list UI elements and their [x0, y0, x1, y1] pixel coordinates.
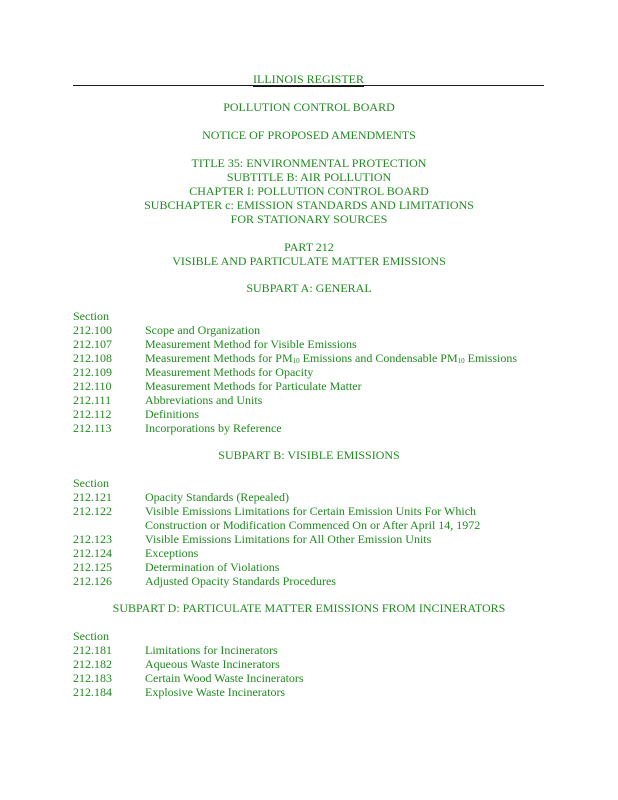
section-title: Aqueous Waste Incinerators — [145, 657, 280, 671]
section-number: 212.126 — [73, 574, 112, 588]
section-row — [73, 532, 573, 546]
section-number: 212.183 — [73, 671, 112, 685]
section-row — [73, 365, 573, 379]
section-row — [73, 504, 573, 518]
section-title: Definitions — [145, 407, 199, 421]
section-row — [73, 560, 573, 574]
subtitle-line: SUBTITLE B: AIR POLLUTION — [226, 170, 392, 184]
section-row — [73, 657, 573, 671]
section-number: 212.110 — [73, 379, 112, 393]
section-title: Abbreviations and Units — [145, 393, 263, 407]
section-title: Opacity Standards (Repealed) — [145, 490, 289, 504]
section-row — [73, 546, 573, 560]
part-number: PART 212 — [284, 240, 334, 254]
section-row — [73, 351, 573, 365]
part-name: VISIBLE AND PARTICULATE MATTER EMISSIONS — [172, 254, 446, 268]
section-row-continued — [73, 518, 573, 532]
section-row — [73, 323, 573, 337]
board-title: POLLUTION CONTROL BOARD — [223, 100, 395, 114]
section-title: Measurement Methods for Particulate Matter — [145, 379, 362, 393]
section-number: 212.182 — [73, 657, 112, 671]
subchapter-line: SUBCHAPTER c: EMISSION STANDARDS AND LIMITATIONS — [144, 198, 474, 212]
section-row — [73, 643, 573, 657]
section-title: Limitations for Incinerators — [145, 643, 278, 657]
section-title: Explosive Waste Incinerators — [145, 685, 286, 699]
section-number: 212.122 — [73, 504, 112, 518]
section-row — [73, 407, 573, 421]
section-row — [73, 490, 573, 504]
subpart-a-heading: SUBPART A: GENERAL — [246, 281, 372, 295]
section-title: Adjusted Opacity Standards Procedures — [145, 574, 336, 588]
section-row — [73, 421, 573, 435]
header-rule — [73, 85, 544, 86]
section-number: 212.109 — [73, 365, 112, 379]
section-number: 212.184 — [73, 685, 112, 699]
chapter-line: CHAPTER I: POLLUTION CONTROL BOARD — [189, 184, 429, 198]
subchapter-line-2: FOR STATIONARY SOURCES — [230, 212, 388, 226]
section-number: 212.123 — [73, 532, 112, 546]
section-number: 212.100 — [73, 323, 112, 337]
section-row — [73, 379, 573, 393]
section-title: Exceptions — [145, 546, 199, 560]
section-title: Determination of Violations — [145, 560, 280, 574]
section-title: Visible Emissions Limitations for Certain Emission Units For Which — [145, 504, 477, 518]
section-row — [73, 393, 573, 407]
section-number: 212.125 — [73, 560, 112, 574]
section-number: 212.181 — [73, 643, 112, 657]
section-title: Measurement Methods for Opacity — [145, 365, 314, 379]
notice-title: NOTICE OF PROPOSED AMENDMENTS — [202, 128, 416, 142]
section-row — [73, 671, 573, 685]
section-row — [73, 685, 573, 699]
section-title: Visible Emissions Limitations for All Other Emission Units — [145, 532, 432, 546]
section-number: 212.113 — [73, 421, 112, 435]
subpart-b-heading: SUBPART B: VISIBLE EMISSIONS — [218, 448, 400, 462]
section-title: Scope and Organization — [145, 323, 261, 337]
section-label: Section — [73, 629, 109, 643]
section-title: Measurement Method for Visible Emissions — [145, 337, 357, 351]
register-header — [73, 72, 544, 86]
section-row — [73, 337, 573, 351]
section-row — [73, 574, 573, 588]
section-number: 212.107 — [73, 337, 112, 351]
section-title: Measurement Methods for $PM_{10}$ Emissions and Condensable $PM_{10}$ Emissions — [145, 351, 517, 365]
title-line: TITLE 35: ENVIRONMENTAL PROTECTION — [191, 156, 427, 170]
section-title: Incorporations by Reference — [145, 421, 282, 435]
section-title: Construction or Modification Commenced On or After April 14, 1972 — [145, 518, 481, 532]
section-number: 212.108 — [73, 351, 112, 365]
section-number: 212.121 — [73, 490, 112, 504]
section-number: 212.124 — [73, 546, 112, 560]
section-number: 212.112 — [73, 407, 112, 421]
section-number: 212.111 — [73, 393, 112, 407]
section-title: Certain Wood Waste Incinerators — [145, 671, 304, 685]
subpart-d-heading: SUBPART D: PARTICULATE MATTER EMISSIONS FROM INCINERATORS — [112, 601, 506, 615]
section-label: Section — [73, 309, 109, 323]
section-label: Section — [73, 476, 109, 490]
register-title: ILLINOIS REGISTER — [253, 72, 364, 86]
